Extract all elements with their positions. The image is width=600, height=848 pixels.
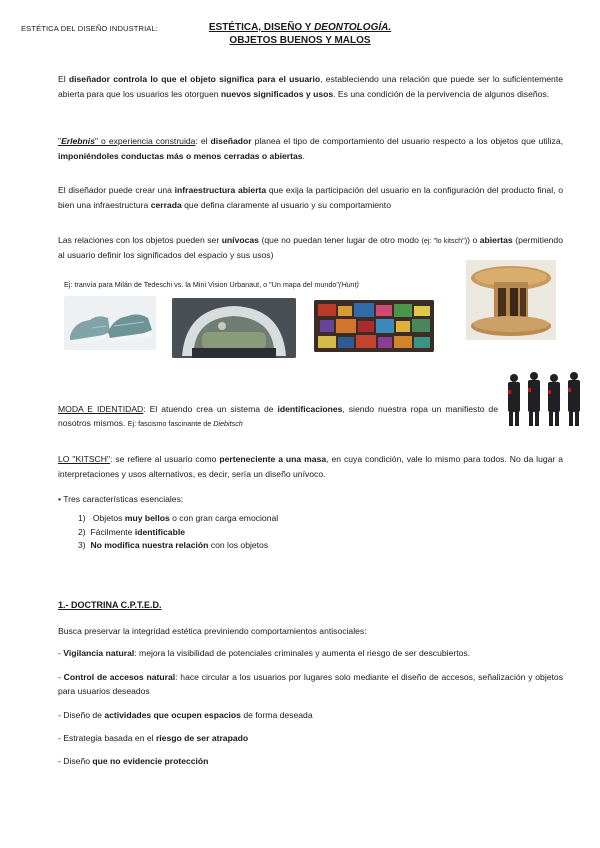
- cpted-item: [58, 731, 563, 746]
- p1-d: nuevos significados y usos: [220, 89, 334, 99]
- tres-caracteristicas: • Tres características esenciales:: [58, 494, 184, 504]
- list-bold: No modifica nuestra relación: [90, 540, 209, 550]
- p3-b: infraestructura abierta: [174, 185, 267, 195]
- moda-d: Ej: fascismo fascinante de: [127, 419, 214, 428]
- p2-h: .: [302, 151, 305, 161]
- p3-c: que exija la participación del usuario en la configuración del producto final, o bien una infraestructura: [58, 185, 563, 210]
- cpted-text: de forma deseada: [240, 710, 313, 720]
- p2-g: imponiéndoles conductas más o menos cerradas o abiertas: [58, 151, 303, 161]
- list-number: 1): [78, 513, 86, 523]
- caption-text: Ej: tranvía para Milán de Tedeschi vs. la Mini Vision Urbanaut, o "Un mapa del mundo": [64, 280, 339, 289]
- p4-g: (permitiendo al usuario definir los significados del espacio y sus usos): [58, 235, 563, 260]
- cpted-item: [58, 646, 563, 661]
- world-map-collage-photo: [314, 300, 434, 352]
- cpted-item: [58, 754, 563, 769]
- list-bold: identificable: [134, 526, 185, 537]
- moda-e: Diebitsch: [213, 419, 243, 428]
- paragraph-moda-identidad: [58, 402, 498, 431]
- p2-d: : el: [195, 136, 211, 146]
- kitsch-c: , en cuya condición, vale lo mismo para todos. No da lugar a interpretaciones y usos alternativos, es decir, sería un diseño unívoco.: [58, 454, 564, 479]
- p2-b: Erlebnis: [61, 136, 95, 146]
- header-course-label: ESTÉTICA DEL DISEÑO INDUSTRIAL:: [21, 24, 159, 33]
- cpted-bold: riesgo de ser atrapado: [155, 733, 249, 743]
- paragraph-relaciones: [58, 233, 563, 263]
- p3-e: que defina claramente al usuario y su comportamiento: [181, 200, 391, 210]
- p2-f: planea el tipo de comportamiento del usuario respecto a los objetos que utiliza,: [251, 136, 563, 146]
- cpted-prefix: -: [58, 648, 64, 658]
- list-bold: muy bellos: [124, 513, 170, 523]
- title-part-2: DEONTOLOGÍA.: [314, 22, 392, 33]
- caption-author: (Hunt): [338, 280, 359, 289]
- p1-c: , estableciendo una relación que puede ser lo suficientemente abierta para que los usuarios les otorguen: [58, 74, 563, 99]
- p2-c: " o experiencia construida: [94, 136, 196, 146]
- paragraph-infraestructura: [58, 183, 563, 213]
- list-number: 2): [78, 526, 86, 537]
- example-caption: [64, 280, 359, 289]
- list-text-end: con los objetos: [208, 540, 269, 550]
- moda-label: MODA E IDENTIDAD: [58, 404, 144, 414]
- cpted-prefix: -: [58, 672, 64, 682]
- cpted-intro: Busca preservar la integridad estética previniendo comportamientos antisociales:: [58, 626, 367, 636]
- kitsch-a: : se refiere al usuario como: [110, 454, 220, 464]
- cpted-prefix: - Diseño de: [58, 710, 105, 720]
- list-item: [78, 512, 278, 526]
- cpted-item: [58, 670, 563, 698]
- cable-reel-table-photo: [466, 260, 556, 340]
- characteristics-list: [78, 512, 278, 553]
- title-line-2: OBJETOS BUENOS Y MALOS: [229, 35, 371, 46]
- cpted-text: : hace circular a los usuarios por lugares solo mediante el diseño de accesos, señalización y objetos para usuarios deseados: [58, 672, 563, 696]
- list-text: Objetos: [92, 513, 125, 523]
- sneakers-photo: [64, 296, 156, 350]
- urbanaut-interior-photo: [172, 298, 296, 358]
- p1-e: . Es una condición de la pervivencia de algunos diseños.: [333, 89, 550, 99]
- section-title-cpted: 1.- DOCTRINA C.P.T.E.D.: [58, 600, 162, 610]
- p4-c: (que no puedan tener lugar de otro modo: [258, 235, 422, 245]
- p3-d: cerrada: [150, 200, 182, 210]
- list-text-end: o con gran carga emocional: [169, 513, 279, 523]
- moda-b: identificaciones: [277, 404, 343, 414]
- p1-a: El: [58, 74, 69, 84]
- p4-a: Las relaciones con los objetos pueden ser: [58, 235, 222, 245]
- cpted-bold: que no evidencie protección: [92, 756, 209, 766]
- moda-a: : El atuendo crea un sistema de: [143, 404, 278, 414]
- cpted-bold: Vigilancia natural: [63, 648, 135, 658]
- cpted-text: : mejora la visibilidad de potenciales criminales y aumenta el riesgo de ser descubiertos.: [134, 648, 471, 658]
- cpted-bold: Control de accesos natural: [63, 672, 176, 682]
- kitsch-label: LO "KITSCH": [58, 454, 111, 464]
- page-title: [190, 21, 410, 47]
- list-text: Fácilmente: [90, 526, 135, 537]
- list-item: [78, 539, 278, 553]
- p4-f: abiertas: [479, 235, 513, 245]
- p4-e: ) o: [467, 235, 480, 245]
- paragraph-disenador: [58, 72, 563, 102]
- kitsch-b: perteneciente a una masa: [219, 454, 327, 464]
- title-part-1: ESTÉTICA, DISEÑO Y: [208, 22, 315, 33]
- list-number: 3): [78, 540, 86, 550]
- cpted-item: [58, 708, 563, 723]
- paragraph-erlebnis: [58, 134, 563, 164]
- list-item: [78, 526, 278, 540]
- paragraph-kitsch: [58, 452, 563, 482]
- moda-c: , siendo nuestra ropa un manifiesto de nosotros mismos.: [58, 404, 498, 428]
- p2-a: ": [58, 136, 62, 146]
- p4-d: (ej: "lo kitsch"): [421, 236, 468, 245]
- p2-e: diseñador: [210, 136, 252, 146]
- p4-b: unívocas: [221, 235, 259, 245]
- uniformed-figures-illustration: [502, 370, 586, 428]
- p1-b: diseñador controla lo que el objeto significa para el usuario: [68, 74, 321, 84]
- cpted-prefix: - Estrategia basada en el: [58, 733, 156, 743]
- p3-a: El diseñador puede crear una: [58, 185, 175, 195]
- cpted-prefix: - Diseño: [58, 756, 93, 766]
- cpted-bold: actividades que ocupen espacios: [104, 710, 241, 720]
